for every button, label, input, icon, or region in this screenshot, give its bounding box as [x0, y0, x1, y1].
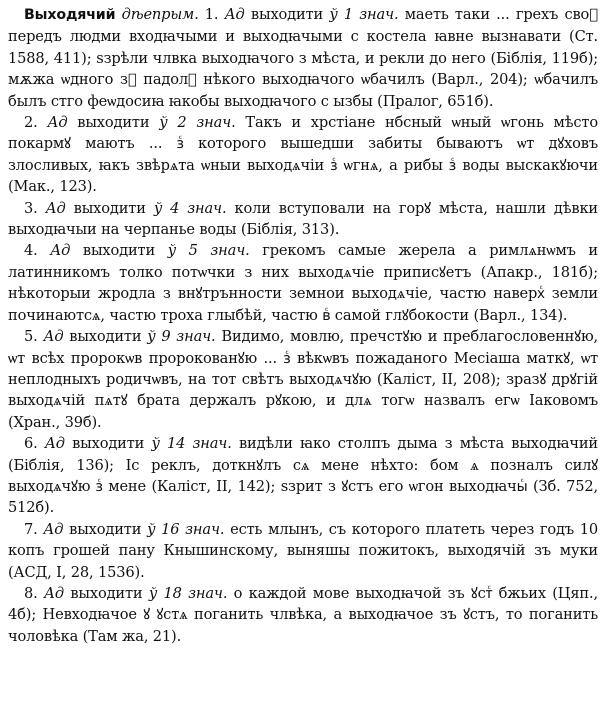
sense-number: 4. — [24, 242, 38, 260]
sense-reference: ў 18 знач. — [148, 584, 228, 602]
sense-reference: ў 5 знач. — [167, 242, 250, 260]
entry-7 — [8, 519, 598, 583]
source-reference: Ад — [224, 6, 245, 23]
sense-number: 5. — [24, 328, 38, 346]
source-reference: Ад — [50, 242, 71, 260]
entry-1 — [8, 4, 598, 112]
entry-text: видѣли ꙗко столпъ дыма з мѣста выходꙗчий (Біблія, 136); Іс реклъ, доткнꙋлъ сѧ мене нѣхто: бом ѧ позналъ силꙋ выходѧчꙋю зⷭ мене (Каліст, II, 142); ѕзрит з ꙋстъ его ѡгон выходꙗчыⷭ (Зб. 752, 512б). — [8, 435, 598, 517]
source-reference: Ад — [43, 328, 64, 346]
dictionary-page — [8, 4, 598, 647]
sense-reference: ў 1 знач. — [329, 6, 399, 23]
source-reference: Ад — [45, 199, 66, 217]
entry-text: грекомъ самые жерела а римлѧнѡмъ и латинникомъ толко потѡчки з них выходѧчіе приписꙋетъ (Апакр., 181б); нѣкоторыи жродла з внꙋтрънности земнои выходѧчіе, частю наверхⷭ земли починаютсѧ, частю троха глыбѣй, частю вⷭ самой глꙋбокости (Варл., 134). — [8, 242, 598, 324]
entry-8 — [8, 583, 598, 647]
source-reference: Ад — [44, 435, 65, 453]
gloss-verb: выходити — [69, 328, 142, 346]
source-reference: Ад — [47, 114, 68, 132]
entry-text: коли вступовали на горꙋ мѣста, нашли дѣвки выходꙗчыи на черпанье воды (Біблія, 313). — [8, 199, 598, 239]
entry-text: о каждой мове выходꙗчой зъ ꙋстⷭ бжьих (Цяп., 4б); Невходꙗчое ꙋ ꙋстѧ поганить члвѣка, а выходꙗчое зъ ꙋстъ, то поганить чоловѣка (Там жа, 21). — [8, 584, 598, 645]
sense-reference: ў 14 знач. — [151, 435, 232, 453]
entry-6 — [8, 433, 598, 519]
gloss-verb: выходити — [69, 520, 142, 538]
entry-2 — [8, 112, 598, 198]
sense-reference: ў 4 знач. — [153, 199, 227, 217]
gloss-verb: выходити — [70, 584, 143, 602]
entry-3 — [8, 198, 598, 241]
gloss-verb: выходити — [77, 114, 150, 132]
source-reference: Ад — [43, 584, 64, 602]
sense-number: 1. — [204, 6, 219, 23]
headword: Выходячий — [24, 7, 116, 23]
sense-number: 2. — [24, 114, 38, 132]
sense-reference: ў 16 знач. — [147, 520, 225, 538]
gloss-verb: выходити — [250, 6, 324, 23]
sense-reference: ў 9 знач. — [147, 328, 216, 346]
entry-text: есть млынъ, съ которого платеть через годъ 10 копъ грошей пану Кнышинскому, выняшы пожитокъ, выходячій зъ муки (АСД, I, 28, 1536). — [8, 520, 599, 581]
sense-number: 6. — [24, 435, 38, 453]
part-of-speech: дѣепрым. — [121, 6, 199, 23]
gloss-verb: выходити — [72, 435, 145, 453]
entry-text: маеть таки ... грехъ своⷭ передъ людми входꙗчыми и выходꙗчыми с костела ꙗвне вызнавати (Ст. 1588, 411); ѕзрѣли члвка выходꙗчого з мѣста, и рекли до него (Біблія, 119б); мѫжа ѡдного зⷭ падолꙋ нѣкого выходꙗчого ѡбачилъ (Варл., 204); ѡбачилъ былъ стго феѡдосиꙗ ꙗкобы выходꙗчого с ызбы (Пралог, 651б). — [8, 6, 598, 110]
entry-5 — [8, 326, 598, 433]
gloss-verb: выходити — [73, 199, 146, 217]
entry-text: Такъ и хрстіане нбсный ѡный ѡгонь мѣсто покармꙋ маютъ ... зⷭ которого вышедши забиты бываютъ ѡт дꙋховъ злосливых, ꙗкъ звѣрѧта ѡныи выходѧчіи зⷭ ѡгнѧ, а рибы зⷭ воды выскакꙋючи (Мак., 123). — [8, 114, 598, 196]
source-reference: Ад — [43, 520, 64, 538]
sense-number: 3. — [24, 199, 38, 217]
sense-number: 7. — [24, 520, 38, 538]
gloss-verb: выходити — [82, 242, 156, 260]
sense-reference: ў 2 знач. — [159, 114, 236, 132]
entry-text: Видимо, мовлю, пречстꙋю и преблагословеннꙋю, ѡт всѣх пророкѡв пророкованꙋю ... зⷭ вѣкѡвъ пожаданого Месіаша маткꙋ, ѡт неплодныхъ родичѡвъ, на тот свѣтъ выходѧчꙋю (Каліст, II, 208); зразꙋ дрꙋгій выходѧчій пѧтꙋ брата держалъ рꙋкою, и длѧ тогѡ назвалъ егѡ Іаковомъ (Хран., 39б). — [8, 328, 598, 431]
entry-4 — [8, 240, 598, 326]
sense-number: 8. — [24, 584, 38, 602]
